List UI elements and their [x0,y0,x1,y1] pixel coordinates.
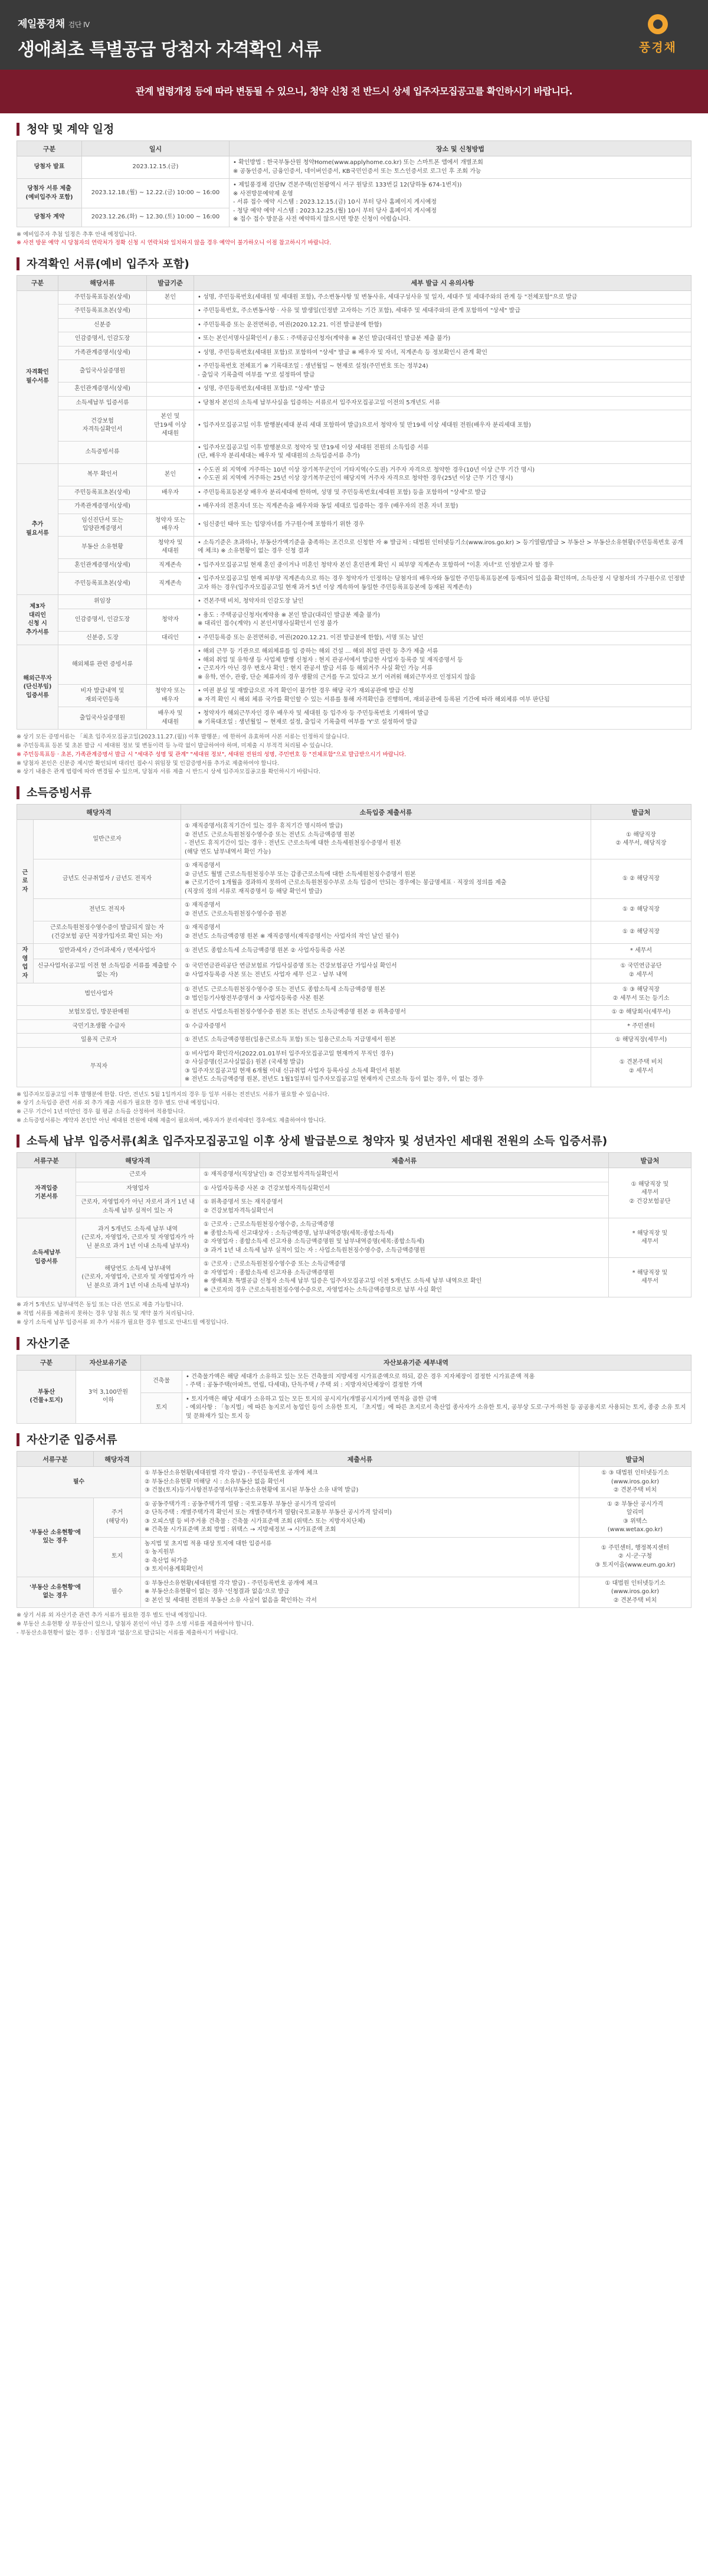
column-header: 해당자격 [76,1153,200,1168]
income-issuer: ① 해당직장(세무서) [591,1034,691,1048]
income-documents: ① 전년도 사업소득원천징수영수증 원본 또는 전년도 소득금액증명 원본 ② 위촉증명서 [181,1006,591,1020]
document-name: 가족관계증명서(상세) [58,500,147,514]
table-row [17,573,691,595]
issue-note: • 청약자가 해외근무자인 경우 배우자 및 세대원 등 입주자 등 주민등록번호 기재하여 발급 ※ 기록대조일 : 생년월일 ~ 현재로 설정, 출입국 기록출력 여부를 'Y'로 설정하여 발급 [194,707,691,730]
table-header-row [17,1452,691,1467]
category-cell: 제3자 대리인 신청 시 추가서류 [17,595,58,645]
asset-detail: • 토지가액은 해당 세대가 소유하고 있는 모든 토지의 공시지가(개별공시지가)에 면적을 곱한 금액 - 예외사항 : 「농지법」에 따른 농지로서 농업인 등이 소유한 토지, 「초지법」에 따른 초지로서 축산업 종사자가 소유한 토지, 공부상 도로·구거·하천 등 공공용지로 사용되는 토지, 종중 소유 토지 및 문화재가 있는 토지 등 [182,1392,691,1424]
table-row [17,595,691,609]
table-row [17,332,691,346]
income-table [17,804,691,1087]
table-row [17,1034,691,1048]
income-documents: ① 재직증명서 ② 금년도 월별 근로소득원천징수부 또는 갑종근로소득에 대한 소득세원천징수증명서 원본 ※ 근로기간이 1개월을 경과하지 못하여 근로소득원천징수부로 소득 입증이 안되는 경우에는 봉급명세표 · 직장의 정의를 제출 (직장의 정의 서류로 재직증명서 등 해당 확인서 발급) [181,859,591,899]
table-row [17,305,691,319]
income-issuer: ① 해당직장 ② 세무서, 해당직장 [591,820,691,859]
issue-note: • 견본주택 비치, 청약자의 인감도장 날인 [194,595,691,609]
column-header: 서류구분 [17,1452,94,1467]
income-documents: ① 수급자증명서 [181,1019,591,1034]
note-line: ※ 부동산 소유현황 상 부동산이 있으나, 당첨자 본인이 아닌 경우 소명 서류를 제출하여야 합니다. [17,1620,254,1627]
issue-note: • 용도 : 주택공급신청자(계약용 ※ 본인 발급(대리인 발급분 제출 불가) ※ 대리인 접수(계약) 시 본인서명사실확인서 인정 불가 [194,609,691,631]
section-title-asset-docs: 자산기준 입증서류 [17,1433,691,1446]
tax-qualification: 근로자 [76,1168,200,1182]
issue-note: • 배우자의 전혼자녀 또는 직계존속을 배우자와 동일 세대로 입증하는 경우 (배우자의 전혼 자녀 포함) [194,500,691,514]
table-row [17,983,691,1006]
category-cell: 해외근무자 (단신부임) 입증서류 [17,645,58,730]
issue-note: • 주민등록번호 전체표기 ※ 기록대조일 : 생년월일 ~ 현재로 설정(주민번호 또는 정부24) - 출입국 기록출력 여부를 'Y'로 설정하여 발급 [194,360,691,383]
issue-basis [147,441,194,463]
document-name: 복무 확인서 [58,463,147,486]
document-name: 주민등록표초본(상세) [58,305,147,319]
column-header: 서류구분 [17,1153,76,1168]
issue-basis: 청약자 또는 배우자 [147,514,194,536]
note-line: ※ 상기 내용은 관계 법령에 따라 변경될 수 있으며, 당첨자 서류 제출 시 반드시 상세 입주자모집공고를 확인하시기 바랍니다. [17,769,321,776]
category-cell: 자격확인 필수서류 [17,290,58,463]
income-qualification: 보험모집인, 방문판매원 [17,1006,181,1020]
income-notes [17,1091,691,1126]
issue-basis: 청약자 또는 배우자 [147,685,194,707]
schedule-notes [17,231,691,248]
income-issuer: ① ② 해당직장 [591,859,691,899]
table-row [17,609,691,631]
issue-note: • 입주자모집공고일 이후 발행분(세대 분리 세대 포함하여 발급)으로서 청약자 및 만19세 이상 세대원 전원(배우자 분리세대 포함) [194,410,691,442]
qualification-table-body [17,290,691,730]
issue-note: • 입주자모집공고일 현재 피부양 직계존속으로 하는 경우 청약자가 인정하는 당첨자의 배우자와 동일한 주민등록표등본에 등재되어 있음을 확인하며, 소득산정 시 당첨자의 가구원수로 인정받고자 하는 경우(입주자모집공고일 현재 과거 5년 이상 계속하여 동일한 주민등록표등본에 등재된 직계존속) [194,573,691,595]
issue-note: • 주민등록증 또는 운전면허증, 여권(2020.12.21. 이전 발급분에 한함) [194,318,691,332]
asset-doc-issuer: ① 대법원 인터넷등기소 (www.iros.go.kr) ② 견본주택 비치 [579,1577,691,1608]
table-row [17,1258,691,1297]
table-row [17,631,691,645]
asset-docs-table-body [17,1467,691,1608]
asset-doc-issuer: ① ③ 대법원 인터넷등기소 (www.iros.go.kr) ② 견본주택 비치 [579,1467,691,1498]
table-row [17,1467,691,1498]
income-documents: ① 전년도 근로소득원천징수영수증 또는 전년도 종합소득세 소득금액증명 원본 ② 법인등기사항전부증명서 ③ 사업자등록증 사본 원본 [181,983,591,1006]
section-title-tax: 소득세 납부 입증서류(최초 입주자모집공고일 이후 상세 발급분으로 청약자 및 성년자인 세대원 전원의 소득 입증서류) [17,1135,691,1148]
qualification-notes [17,733,691,777]
income-qualification: 무직자 [17,1047,181,1087]
document-name: 주민등록표초본(상세) [58,486,147,500]
table-row [17,1577,691,1608]
income-documents: ① 재직증명서 ② 전년도 소득금액증명 원본 ※ 재직증명서(재직증명서는 사업자의 작인 날인 필수) [181,921,591,944]
table-header-row [17,1355,691,1370]
document-name: 소득증빙서류 [58,441,147,463]
logo-icon [648,14,668,34]
income-qualification: 국민기초생활 수급자 [17,1019,181,1034]
issue-note: • 입주자모집공고일 이후 발행분으로 청약자 및 만19세 이상 세대원 전원의 소득입증 서류 (단, 배우자 분리세대는 배우자 및 세대원의 소득입증서류 추가) [194,441,691,463]
asset-doc-group: '부동산 소유현황'에 있는 경우 [17,1498,94,1577]
issue-basis [147,346,194,360]
issue-basis: 본인 [147,463,194,486]
issue-basis: 본인 및 만19세 이상 세대원 [147,410,194,442]
column-header: 소득입증 제출서류 [181,805,591,820]
issue-note: • 입주자모집공고일 현재 혼인 중이거나 미혼인 청약자 본인 혼인관계 확인 시 피부양 직계존속 포함하여 "이혼 자녀"로 인정받고자 할 경우 [194,558,691,573]
table-row [17,383,691,397]
table-row [17,441,691,463]
note-line: ※ 적법 서류를 제출하지 못하는 경우 당첨 취소 및 계약 불가 처리됩니다. [17,1310,195,1318]
page-header [0,0,708,70]
table-row [17,1019,691,1034]
issue-note: • 임신중인 태아 또는 입양자녀를 가구원수에 포함하기 위한 경우 [194,514,691,536]
table-row [17,859,691,899]
asset-doc-documents: ① 부동산소유현황(세대원별 각각 발급) - 주민등록번호 공개에 체크 ※ 부동산소유현황이 없는 경우 '신청결과 없음'으로 발급 ② 본인 및 세대원 전원의 부동산 소유 사실이 없음을 확인하는 각서 [141,1577,579,1608]
category-cell: 추가 필요서류 [17,463,58,595]
tax-qualification: 근로자, 자영업자가 아닌 자로서 과거 1년 내 소득세 납부 실적이 있는 자 [76,1196,200,1218]
table-header-row [17,805,691,820]
note-line: ※ 입주자모집공고일 이후 발행분에 한함. 다만, 전년도 5월 1일까지의 경우 등 일부 서류는 전전년도 서류가 필요할 수 있습니다. [17,1091,330,1098]
document-name: 임신진단서 또는 입양관계증명서 [58,514,147,536]
document-name: 출입국사실증명원 [58,707,147,730]
column-header: 구분 [17,1355,76,1370]
schedule-date: 2023.12.18.(월) ~ 12.22.(금) 10:00 ~ 16:00 [82,179,230,208]
document-name: 혼인관계증명서(상세) [58,558,147,573]
column-header: 장소 및 신청방법 [230,141,691,156]
document-name: 출입국사실증명원 [58,360,147,383]
note-line: ※ 주민등록표등 · 초본, 가족관계증명서 발급 시 "세대주 성명 및 관계" "세대원 정보", 세대원 전원의 성명, 주민번호 등 "전체포함"으로 발급받으시기 바랍니다. [17,751,407,758]
document-name: 건강보험 자격득실확인서 [58,410,147,442]
tax-documents: ① 근로자 : 근로소득원천징수영수증, 소득금액증명 ※ 종합소득세 신고대상자 : 소득금액증명, 납부내역증명(세목:종합소득세) ② 자영업자 : 종합소득세 신고자용 소득금액증명원 및 납부내역증명(세목:종합소득세) ③ 과거 1년 내 소득세 납부 실적이 있는 자 : 사업소득원천징수영수증, 소득금액증명원 [200,1218,609,1258]
schedule-table [17,140,691,227]
column-header: 구분 [17,275,58,290]
column-header: 제출서류 [200,1153,609,1168]
tax-documents: ① 사업자등록증 사본 ② 건강보험자격득실확인서 [200,1182,609,1196]
income-documents: ① 재직증명서(휴직기간이 있는 경우 휴직기간 명시하여 발급) ② 전년도 근로소득원천징수영수증 또는 전년도 소득금액증명 원본 - 전년도 휴직기간이 있는 경우 : 전년도 근로소득에 대한 소득세원천징수증명서 원본 (해당 연도 납부내역서 확인 가능) [181,820,591,859]
document-name: 주민등록표등본(상세) [58,290,147,305]
brand-kicker [18,15,690,30]
income-qualification: 신규사업자(공고일 이전 현 소득입증 서류를 제출할 수 없는 자) [34,959,181,983]
issue-note: • 주민등록표등본상 배우자 분리세대에 한하며, 성명 및 주민등록번호(세대원 포함) 등을 포함하여 "상세"로 발급 [194,486,691,500]
issue-note: • 해외 근무 등 기관으로 해외체류를 입 증하는 해외 건설 ... 해외 취업 관련 등 추가 제출 서류 • 해외 취업 및 유학생 등 사업체 발행 신청자 : 현지 관공서에서 발급한 사업자 등록증 및 재직증명서 등 • 근로자가 아닌 경우 변호사 확인 : 현지 관공서 발급 서류 등 해외거주 사실 확인 가능 서류 ※ 유학, 연수, 관광, 단순 체류자의 경우 생활의 근거를 두고 있다고 보기 어려워 해외근무자로 인정되지 않음 [194,645,691,685]
tax-table-body [17,1168,691,1297]
table-row [17,346,691,360]
note-line: ※ 상기 모든 증명서류는 「최초 입주자모집공고일(2023.11.27.(월)) 이후 발행분」에 한하여 유효하며 사본 서류는 인정하지 않습니다. [17,734,349,741]
brand-name: 제일풍경채 [18,18,65,30]
tax-group: 자격입증 기본서류 [17,1168,76,1218]
asset-doc-group: '부동산 소유현황'에 없는 경우 [17,1577,94,1608]
income-section [0,786,708,1125]
table-row [17,1218,691,1258]
asset-doc-issuer: ① 주민센터, 행정복지센터 ② 시·군·구청 ③ 토지이음(www.eum.go.kr) [579,1537,691,1577]
note-line: ※ 근무 기간이 1년 미만인 경우 월 평균 소득을 산정하여 적용합니다. [17,1108,185,1115]
issue-note: • 성명, 주민등록번호(세대원 및 세대원 포함), 주소변동사항 및 변동사유, 세대구성사유 및 일자, 세대주 및 세대주와의 관계 등 "전체포함"으로 발급 [194,290,691,305]
tax-table [17,1152,691,1297]
table-row [17,685,691,707]
issue-basis [147,332,194,346]
income-qualification: 일용직 근로자 [17,1034,181,1048]
schedule-date: 2023.12.15.(금) [82,156,230,179]
asset-doc-qualification: 주거 (해당자) [94,1498,141,1537]
tax-documents: ① 근로자 : 근로소득원천징수영수증 또는 소득금액증명 ② 자영업자 : 종합소득세 신고자용 소득금액증명원 ※ 생애최초 특별공급 신청자 소득세 납부 입증은 입주자모집공고일 이전 5개년도 소득세 납부 내역으로 확인 ※ 근로자의 경우 근로소득원천징수영수증으로, 자영업자는 소득금액증명으로 납부 사실 확인 [200,1258,609,1297]
issue-basis [147,383,194,397]
issue-note: • 수도권 외 지역에 거주하는 10년 이상 장기복무군인이 기타지역(수도권) 거주자 자격으로 청약한 경우(10년 이상 근무 기간 명시) • 수도권 외 지역에 거주하는 25년 이상 장기복무군인이 해당지역 거주자 자격으로 청약한 경우(25년 이상 근무 기간 명시) [194,463,691,486]
schedule-place: • 제일풍경채 검단Ⅳ 견본주택(인천광역시 서구 원당로 133번길 12(당하동 674-1번지)) ※ 사전방문예약제 운영 - 서류 접수 예약 시스템 : 2023.12.15.(금) 10시 부터 당사 홈페이지 게시예정 - 청당 예약 예약 시스템 : 2023.12.25.(월) 10시 부터 당사 홈페이지 게시예정 ※ 접수 접수 방문을 사전 예약하지 않으시면 방문 신청이 어렵습니다. [230,179,691,227]
tax-qualification: 자영업자 [76,1182,200,1196]
schedule-date: 2023.12.26.(화) ~ 12.30.(토) 10:00 ~ 16:00 [82,208,230,227]
tax-issuer: ① 해당직장 및 세무서 ② 건강보험공단 [609,1168,691,1218]
table-row [17,463,691,486]
asset-docs-notes [17,1611,691,1637]
income-qualification: 금년도 신규취업자 / 금년도 전직자 [34,859,181,899]
section-title-income: 소득증빙서류 [17,786,691,799]
income-qualification: 전년도 전직자 [34,899,181,921]
column-header: 제출서류 [141,1452,579,1467]
schedule-table-body [17,156,691,227]
note-line: ※ 과거 5개년도 납부내역은 동일 또는 다른 연도로 제출 가능합니다. [17,1302,183,1309]
logo-text: 풍경채 [639,40,677,54]
table-row [17,290,691,305]
note-line: ※ 소득증빙서류는 계약자 본인만 아닌 세대원 전원에 대해 제출이 필요하며, 배우자가 분리세대인 경우에도 제출하여야 합니다. [17,1117,326,1124]
income-group: 자영업자 [17,944,34,983]
tax-group: 소득세납부 입증서류 [17,1218,76,1297]
column-header: 해당자격 [94,1452,141,1467]
tax-notes [17,1301,691,1327]
document-name: 부동산 소유현황 [58,536,147,558]
qualification-table [17,275,691,730]
issue-note: • 소득기준은 초과하나, 부동산가액기준을 충족하는 조건으로 신청한 자 ※ 발급처 : 대법원 인터넷등기소(www.iros.go.kr) > 등기열람/발급 > 부동산 > 부동산소유현황(주민등록번호 공개에 체크) ※ 소유현황이 없는 경우 신청 결과 [194,536,691,558]
notice-banner: 관계 법령개정 등에 따라 변동될 수 있으니, 청약 신청 전 반드시 상세 입주자모집공고를 확인하시기 바랍니다. [0,70,708,113]
schedule-section [0,123,708,248]
income-issuer: ① ② 해당회사(세무서) [591,1006,691,1020]
income-group: 근로자 [17,820,34,944]
asset-doc-qualification: 필수 [94,1577,141,1608]
table-row [17,1196,691,1218]
income-qualification: 법인사업자 [17,983,181,1006]
issue-basis [147,318,194,332]
schedule-label: 당첨자 서류 제출 (예비입주자 포함) [17,179,82,208]
issue-note: • 여권 분실 및 재발급으로 자격 확인이 불가한 경우 해당 국가 재외공관에 발급 신청 ※ 자격 확인 시 해외 체류 국가를 확인할 수 있는 서류를 통해 자격확인을 진행하며, 재외공관에 등록된 기간에 따라 해외체류 여부 판단됨 [194,685,691,707]
issue-basis [147,305,194,319]
document-name: 신분증, 도장 [58,631,147,645]
income-qualification: 근로소득원천징수영수증이 발급되지 않는 자 (건강보험 공단 직장가입자로 확인 되는 자) [34,921,181,944]
asset-docs-table [17,1451,691,1608]
column-header: 발급처 [609,1153,691,1168]
income-documents: ① 전년도 종합소득세 소득금액증명 원본 ② 사업자등록증 사본 [181,944,591,959]
issue-basis [147,360,194,383]
document-name: 비자 발급내역 및 재외국민등록 [58,685,147,707]
issue-note: • 주민등록증 또는 운전면허증, 여권(2020.12.21. 이전 발급분에 한함), 서명 또는 날인 [194,631,691,645]
document-name: 해외체류 관련 증빙서류 [58,645,147,685]
income-issuer: ① 견본주택 비치 ② 세무서 [591,1047,691,1087]
section-title-qualification: 자격확인 서류(예비 입주자 포함) [17,257,691,270]
column-header: 발급처 [591,805,691,820]
issue-note: • 당첨자 본인의 소득세 납부사실을 입증하는 서류로서 입주자모집공고일 이전의 5개년도 서류 [194,396,691,410]
table-row [17,899,691,921]
asset-detail: • 건축물가액은 해당 세대가 소유하고 있는 모든 건축물의 지방세정 시가표준액으로 하되, 같은 경우 지자체장이 결정한 시가표준액 적용 - 주택 : 공동주택(아파트, 연립, 다세대), 단독주택 / 주택 외 : 지방자치단체장이 결정한 가액 [182,1370,691,1392]
table-row [17,360,691,383]
note-line: ※ 주민등록표 등본 및 초본 발급 시 세대원 정보 및 변동이력 등 누락 없이 발급하여야 하며, 미제출 시 부적격 처리될 수 있습니다. [17,743,333,750]
issue-basis [147,396,194,410]
table-row [17,396,691,410]
column-header: 발급기준 [147,275,194,290]
issue-basis [147,500,194,514]
tax-documents: ① 위촉증명서 또는 재직증명서 ② 건강보험자격득실확인서 [200,1196,609,1218]
table-row [17,1370,691,1392]
asset-limit: 3억 3,100만원 이하 [76,1370,141,1424]
table-row [17,486,691,500]
column-header: 발급처 [579,1452,691,1467]
page-title: 생애최초 특별공급 당첨자 자격확인 서류 [18,40,321,60]
table-row [17,410,691,442]
document-name: 위임장 [58,595,147,609]
asset-table [17,1355,691,1424]
note-line: ※ 상기 서류 외 자산기준 관련 추가 서류가 필요한 경우 별도 안내 예정입니다. [17,1612,207,1619]
income-issuer: * 주민센터 [591,1019,691,1034]
document-name: 소득세납부 입증서류 [58,396,147,410]
issue-note: • 성명, 주민등록번호(세대원 포함)로 "상세" 발급 [194,383,691,397]
table-row [17,944,691,959]
income-documents: ① 전년도 소득금액증명원(일용근로소득 포함) 또는 일용근로소득 지급명세서 원본 [181,1034,591,1048]
tax-section [0,1135,708,1327]
income-qualification: 일반과세자 / 간이과세자 / 면세사업자 [34,944,181,959]
asset-table-body [17,1370,691,1424]
note-line: ※ 상기 소득세 납부 입증서류 외 추가 서류가 필요한 경우 별도로 안내드릴 예정입니다. [17,1319,229,1326]
asset-kind: 건축물 [141,1370,182,1392]
column-header: 해당자격 [17,805,181,820]
column-header: 구분 [17,141,82,156]
schedule-label: 당첨자 발표 [17,156,82,179]
document-name: 인감증명서, 인감도장 [58,609,147,631]
table-row [17,1498,691,1537]
table-row [17,959,691,983]
section-title-asset: 자산기준 [17,1337,691,1350]
issue-basis [147,595,194,609]
asset-doc-documents: 농지법 및 초지법 적용 대상 토지에 대한 입증서류 ① 농지원부 ② 축산업 허가증 ③ 토지이용계획확인서 [141,1537,579,1577]
tax-issuer: * 해당직장 및 세무서 [609,1218,691,1258]
note-line: ※ 당첨자 본인은 신분증 제시만 확인되며 대리인 접수시 위임장 및 인감증명서를 추가로 제출하여야 합니다. [17,760,279,767]
income-issuer: * 세무서 [591,944,691,959]
asset-doc-documents: ① 부동산소유현황(세대원별 각각 발급) - 주민등록번호 공개에 체크 ② 부동산소유현황 미해당 시 : 소유부동산 없음 확인서 ③ 건물(토지)등기사항전부증명서(부동산소유현황에 표시된 부동산 소유 내역 발급) [141,1467,579,1498]
column-header: 일시 [82,141,230,156]
table-row [17,318,691,332]
asset-doc-documents: ① 공동주택가격 : 공동주택가격 열람 : 국토교통부 부동산 공시가격 알리미 ② 단독주택 : 개별주택가격 확인서 또는 개별주택가격 열람(국토교통부 부동산 공시가격 알리미) ③ 오피스텔 등 비주거용 건축물 : 건축물 시가표준액 조회 (위택스 또는 지방자치단체) ※ 건축물 시가표준액 조회 방법 : 위택스 → 지방세정보 → 시가표준액 조회 [141,1498,579,1537]
table-row [17,707,691,730]
note-line: - 부동산소유현황이 없는 경우 : 신청결과 '없음'으로 발급되는 서류를 제출하시기 바랍니다. [17,1629,238,1636]
table-row [17,514,691,536]
issue-basis: 청약자 [147,609,194,631]
table-row [17,820,691,859]
asset-kind: 토지 [141,1392,182,1424]
note-line: ※ 예비입주자 추첨 일정은 추후 안내 예정입니다. [17,231,137,238]
document-name: 주민등록표초본(상세) [58,573,147,595]
income-documents: ① 국민연금관리공단 연금보험료 가입사실증명 또는 건강보험공단 가입사실 확인서 ② 사업자등록증 사본 또는 전년도 사업자 세무 신고 · 납부 내역 [181,959,591,983]
asset-section [0,1337,708,1424]
column-header: 세부 발급 시 유의사항 [194,275,691,290]
table-row [17,1168,691,1182]
table-header-row [17,1153,691,1168]
schedule-place: • 확인방법 : 한국부동산원 청약Home(www.applyhome.co.kr) 또는 스마트폰 앱에서 개별조회 ※ 공동인증서, 금융인증서, 네이버인증서, KB국민인증서 또는 토스인증서로 로그인 후 조회 가능 [230,156,691,179]
asset-type: 부동산 (건물+토지) [17,1370,76,1424]
income-issuer: ① ② 해당직장 [591,899,691,921]
income-issuer: ① 국민연금공단 ② 세무서 [591,959,691,983]
asset-doc-qualification: 토지 [94,1537,141,1577]
tax-qualification: 과거 5개년도 소득세 납부 내역 (근로자, 자영업자, 근로자 및 자영업자가 아닌 분으로 과거 1년 이내 소득세 납부자) [76,1218,200,1258]
table-row [17,156,691,179]
tax-issuer: * 해당직장 및 세무서 [609,1258,691,1297]
income-issuer: ① ② 해당직장 [591,921,691,944]
issue-basis: 직계존속 [147,573,194,595]
table-row [17,558,691,573]
tax-qualification: 해당연도 소득세 납부내역 (근로자, 자영업자, 근로자 및 자영업자가 아닌 분으로 과거 1년 이내 소득세 납부자) [76,1258,200,1297]
table-row [17,1537,691,1577]
schedule-label: 당첨자 계약 [17,208,82,227]
brand-sub: 검단 Ⅳ [68,21,90,29]
table-row [17,536,691,558]
issue-note: • 또는 본인서명사실확인서 / 용도 : 주택공급신청자(계약용 ※ 본인 발급(대리인 발급분 제출 불가) [194,332,691,346]
note-line: ※ 상기 소득입증 관련 서류 외 추가 제출 서류가 필요한 경우 별도 안내 예정입니다. [17,1100,219,1107]
tax-documents: ① 재직증명서(직장날인) ② 건강보험자격득실확인서 [200,1168,609,1182]
issue-basis: 직계존속 [147,558,194,573]
issue-basis: 배우자 및 세대원 [147,707,194,730]
issue-basis [147,645,194,685]
asset-docs-section [0,1433,708,1637]
table-row [17,1047,691,1087]
issue-basis: 청약자 및 세대원 [147,536,194,558]
table-row [17,921,691,944]
asset-doc-group: 필수 [17,1467,141,1498]
issue-basis: 배우자 [147,486,194,500]
table-row [17,1006,691,1020]
document-name: 가족관계증명서(상세) [58,346,147,360]
issue-note: • 성명, 주민등록번호(세대원 포함)로 포함하여 "상세" 발급 ※ 배우자 및 자녀, 직계존속 등 정보확인시 관계 확인 [194,346,691,360]
column-header: 자산보유기준 세부내역 [141,1355,691,1370]
income-documents: ① 비사업자 확인각서(2022.01.01부터 입주자모집공고일 현재까지 무직인 경우) ② 사실증명(신고사실없음) 원본 (국세청 발급) ③ 입주자모집공고일 현재 6개월 이내 신규취업 사업자 등록사실 소득세 확인서 원본 ※ 전년도 소득금액증명 원본, 전년도 1월1일부터 입주자모집공고일 현재까지 근로소득 등이 없는 경우, 이 없는 경우 [181,1047,591,1087]
column-header: 해당서류 [58,275,147,290]
table-header-row [17,141,691,156]
column-header: 자산보유기준 [76,1355,141,1370]
table-row [17,179,691,208]
income-qualification: 일반근로자 [34,820,181,859]
note-line: ※ 사전 방문 예약 시 당첨자의 연락처가 정확 신청 시 연락처와 일치하지 않을 경우 예약이 불가하오니 이점 참고하시기 바랍니다. [17,240,332,247]
income-documents: ① 재직증명서 ② 전년도 근로소득원천징수영수증 원본 [181,899,591,921]
brand-logo [625,14,690,55]
issue-note: • 주민등록번호, 주소변동사항 · 사유 및 발생일(인정받 고자하는 기간 포함), 세대주 및 세대주와의 관계 포함하여 "상세" 발급 [194,305,691,319]
document-name: 혼인관계증명서(상세) [58,383,147,397]
income-issuer: ① ③ 해당직장 ② 세무서 또는 등기소 [591,983,691,1006]
asset-doc-issuer: ① ② 부동산 공시가격 알리미 ③ 위택스 (www.wetax.go.kr) [579,1498,691,1537]
table-row [17,645,691,685]
table-row [17,1182,691,1196]
issue-basis: 본인 [147,290,194,305]
qualification-section [0,257,708,777]
table-header-row [17,275,691,290]
table-row [17,500,691,514]
issue-basis: 대리인 [147,631,194,645]
document-name: 신분증 [58,318,147,332]
section-title-schedule: 청약 및 계약 일정 [17,123,691,136]
document-name: 인감증명서, 인감도장 [58,332,147,346]
income-table-body [17,820,691,1087]
